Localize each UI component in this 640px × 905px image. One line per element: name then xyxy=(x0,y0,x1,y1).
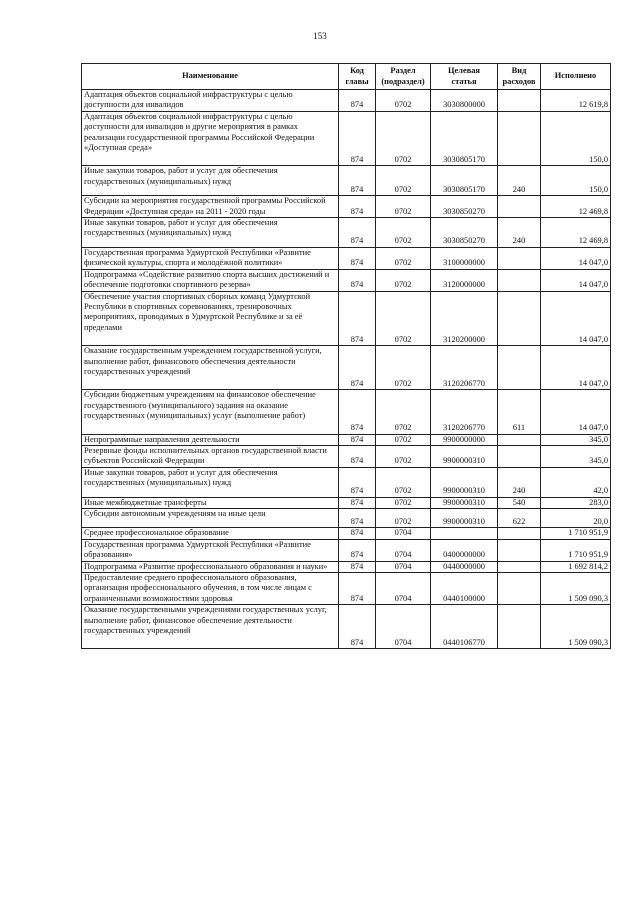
row-amount: 14 047,0 xyxy=(541,390,611,434)
row-type xyxy=(498,445,541,467)
row-code: 874 xyxy=(339,497,376,508)
budget-table xyxy=(81,63,611,649)
row-name: Субсидии автономным учреждениям на иные цели xyxy=(82,509,339,528)
row-target: 0440100000 xyxy=(431,573,498,605)
row-name: Иные закупки товаров, работ и услуг для обеспечения государственных (муниципальных) нужд xyxy=(82,467,339,497)
row-type: 240 xyxy=(498,218,541,248)
row-code: 874 xyxy=(339,166,376,196)
table-row xyxy=(82,346,611,390)
row-amount: 14 047,0 xyxy=(541,346,611,390)
table-row xyxy=(82,247,611,269)
row-amount: 12 469,8 xyxy=(541,196,611,218)
row-code: 874 xyxy=(339,573,376,605)
row-name: Подпрограмма «Развитие профессионального образования и науки» xyxy=(82,561,339,572)
table-row xyxy=(82,291,611,346)
row-section: 0702 xyxy=(376,269,431,291)
row-name: Среднее профессиональное образование xyxy=(82,528,339,539)
row-name: Адаптация объектов социальной инфраструктуры с целью доступности для инвалидов xyxy=(82,90,339,112)
row-name: Субсидии бюджетным учреждениям на финансовое обеспечение государственного (муниципального) задания на оказание государственных (муниципальных) услуг (выполнение работ) xyxy=(82,390,339,434)
row-target: 9900000310 xyxy=(431,509,498,528)
table-row xyxy=(82,467,611,497)
row-target: 9900000000 xyxy=(431,434,498,445)
row-section: 0704 xyxy=(376,561,431,572)
row-target: 0400000000 xyxy=(431,539,498,561)
row-amount: 1 509 090,3 xyxy=(541,573,611,605)
row-code: 874 xyxy=(339,247,376,269)
row-type xyxy=(498,90,541,112)
row-type xyxy=(498,111,541,166)
row-type: 540 xyxy=(498,497,541,508)
row-code: 874 xyxy=(339,539,376,561)
row-name: Государственная программа Удмуртской Республики «Развитие физической культуры, спорта и молодёжной политики» xyxy=(82,247,339,269)
row-code: 874 xyxy=(339,390,376,434)
row-amount: 14 047,0 xyxy=(541,247,611,269)
row-type xyxy=(498,196,541,218)
row-code: 874 xyxy=(339,111,376,166)
row-name: Иные межбюджетные трансферты xyxy=(82,497,339,508)
row-code: 874 xyxy=(339,90,376,112)
table-row xyxy=(82,528,611,539)
row-target: 3120206770 xyxy=(431,346,498,390)
row-section: 0702 xyxy=(376,467,431,497)
row-section: 0702 xyxy=(376,291,431,346)
row-section: 0702 xyxy=(376,390,431,434)
table-row xyxy=(82,90,611,112)
table-row xyxy=(82,196,611,218)
row-name: Обеспечение участия спортивных сборных команд Удмуртской Республики в спортивных соревнованиях, тренировочных мероприятиях, проводимых в Удмуртской Республике и за её пределами xyxy=(82,291,339,346)
row-code: 874 xyxy=(339,346,376,390)
row-section: 0702 xyxy=(376,497,431,508)
row-target: 3030800000 xyxy=(431,90,498,112)
row-target: 9900000310 xyxy=(431,445,498,467)
row-section: 0702 xyxy=(376,196,431,218)
header-code: Код главы xyxy=(339,64,376,90)
header-target: Целевая статья xyxy=(431,64,498,90)
row-amount: 1 692 814,2 xyxy=(541,561,611,572)
header-section: Раздел (подраздел) xyxy=(376,64,431,90)
row-code: 874 xyxy=(339,467,376,497)
table-row xyxy=(82,111,611,166)
page-number: 153 xyxy=(313,31,327,41)
table-row xyxy=(82,390,611,434)
row-type xyxy=(498,269,541,291)
row-target xyxy=(431,528,498,539)
row-code: 874 xyxy=(339,269,376,291)
table-row xyxy=(82,434,611,445)
row-name: Оказание государственными учреждениями государственных услуг, выполнение работ, финансовое обеспечение деятельности государственных учреждений xyxy=(82,605,339,649)
row-target: 3030850270 xyxy=(431,196,498,218)
row-section: 0704 xyxy=(376,528,431,539)
row-target: 0440000000 xyxy=(431,561,498,572)
row-amount: 1 710 951,9 xyxy=(541,528,611,539)
row-amount: 1 509 090,3 xyxy=(541,605,611,649)
row-type xyxy=(498,539,541,561)
row-target: 3030805170 xyxy=(431,111,498,166)
row-code: 874 xyxy=(339,434,376,445)
table-header-row xyxy=(82,64,611,90)
header-type: Вид расходов xyxy=(498,64,541,90)
row-target: 3030805170 xyxy=(431,166,498,196)
row-amount: 1 710 951,9 xyxy=(541,539,611,561)
row-section: 0702 xyxy=(376,218,431,248)
table-row xyxy=(82,269,611,291)
row-amount: 12 469,8 xyxy=(541,218,611,248)
row-type xyxy=(498,247,541,269)
row-name: Непрограммные направления деятельности xyxy=(82,434,339,445)
table-row xyxy=(82,561,611,572)
row-code: 874 xyxy=(339,561,376,572)
row-section: 0702 xyxy=(376,434,431,445)
row-section: 0702 xyxy=(376,509,431,528)
row-target: 9900000310 xyxy=(431,467,498,497)
row-code: 874 xyxy=(339,218,376,248)
row-section: 0702 xyxy=(376,111,431,166)
row-code: 874 xyxy=(339,528,376,539)
row-name: Субсидии на мероприятия государственной программы Российской Федерации «Доступная среда» на 2011 - 2020 годы xyxy=(82,196,339,218)
table-row xyxy=(82,497,611,508)
table-row xyxy=(82,573,611,605)
table-row xyxy=(82,509,611,528)
header-name: Наименование xyxy=(82,64,339,90)
row-code: 874 xyxy=(339,445,376,467)
row-type xyxy=(498,346,541,390)
row-amount: 345,0 xyxy=(541,445,611,467)
row-amount: 345,0 xyxy=(541,434,611,445)
row-type xyxy=(498,291,541,346)
row-name: Предоставление среднего профессионального образования, организация профессионального обучения, в том числе лицам с ограниченными возможностями здоровья xyxy=(82,573,339,605)
row-type xyxy=(498,605,541,649)
row-name: Государственная программа Удмуртской Республики «Развитие образования» xyxy=(82,539,339,561)
row-section: 0702 xyxy=(376,346,431,390)
row-name: Адаптация объектов социальной инфраструктуры с целью доступности для инвалидов и другие мероприятия в рамках реализации государственной программы Российской Федерации «Доступная среда» xyxy=(82,111,339,166)
table-row xyxy=(82,218,611,248)
row-name: Резервные фонды исполнительных органов государственной власти субъектов Российской Федерации xyxy=(82,445,339,467)
row-code: 874 xyxy=(339,605,376,649)
row-amount: 14 047,0 xyxy=(541,269,611,291)
row-code: 874 xyxy=(339,196,376,218)
row-amount: 14 047,0 xyxy=(541,291,611,346)
table-row xyxy=(82,605,611,649)
row-target: 3100000000 xyxy=(431,247,498,269)
row-amount: 150,0 xyxy=(541,111,611,166)
row-section: 0702 xyxy=(376,166,431,196)
row-name: Оказание государственным учреждением государственной услуги, выполнение работ, финансового обеспечения деятельности государственных учреждений xyxy=(82,346,339,390)
row-type: 240 xyxy=(498,166,541,196)
row-amount: 20,0 xyxy=(541,509,611,528)
row-type: 240 xyxy=(498,467,541,497)
row-type xyxy=(498,561,541,572)
row-target: 3120206770 xyxy=(431,390,498,434)
row-amount: 283,0 xyxy=(541,497,611,508)
row-section: 0702 xyxy=(376,90,431,112)
row-amount: 42,0 xyxy=(541,467,611,497)
row-section: 0704 xyxy=(376,605,431,649)
row-type: 622 xyxy=(498,509,541,528)
row-target: 3120200000 xyxy=(431,291,498,346)
table-row xyxy=(82,539,611,561)
row-section: 0704 xyxy=(376,573,431,605)
row-target: 9900000310 xyxy=(431,497,498,508)
row-type xyxy=(498,434,541,445)
row-amount: 12 619,8 xyxy=(541,90,611,112)
row-amount: 150,0 xyxy=(541,166,611,196)
row-code: 874 xyxy=(339,291,376,346)
row-code: 874 xyxy=(339,509,376,528)
row-name: Иные закупки товаров, работ и услуг для обеспечения государственных (муниципальных) нужд xyxy=(82,218,339,248)
table-row xyxy=(82,445,611,467)
row-target: 3120000000 xyxy=(431,269,498,291)
header-amount: Исполнено xyxy=(541,64,611,90)
row-target: 0440106770 xyxy=(431,605,498,649)
row-target: 3030850270 xyxy=(431,218,498,248)
row-type xyxy=(498,573,541,605)
table-row xyxy=(82,166,611,196)
row-type: 611 xyxy=(498,390,541,434)
row-section: 0702 xyxy=(376,445,431,467)
row-section: 0704 xyxy=(376,539,431,561)
row-type xyxy=(498,528,541,539)
row-name: Подпрограмма «Содействие развитию спорта высших достижений и обеспечение подготовки спортивного резерва» xyxy=(82,269,339,291)
row-section: 0702 xyxy=(376,247,431,269)
row-name: Иные закупки товаров, работ и услуг для обеспечения государственных (муниципальных) нужд xyxy=(82,166,339,196)
